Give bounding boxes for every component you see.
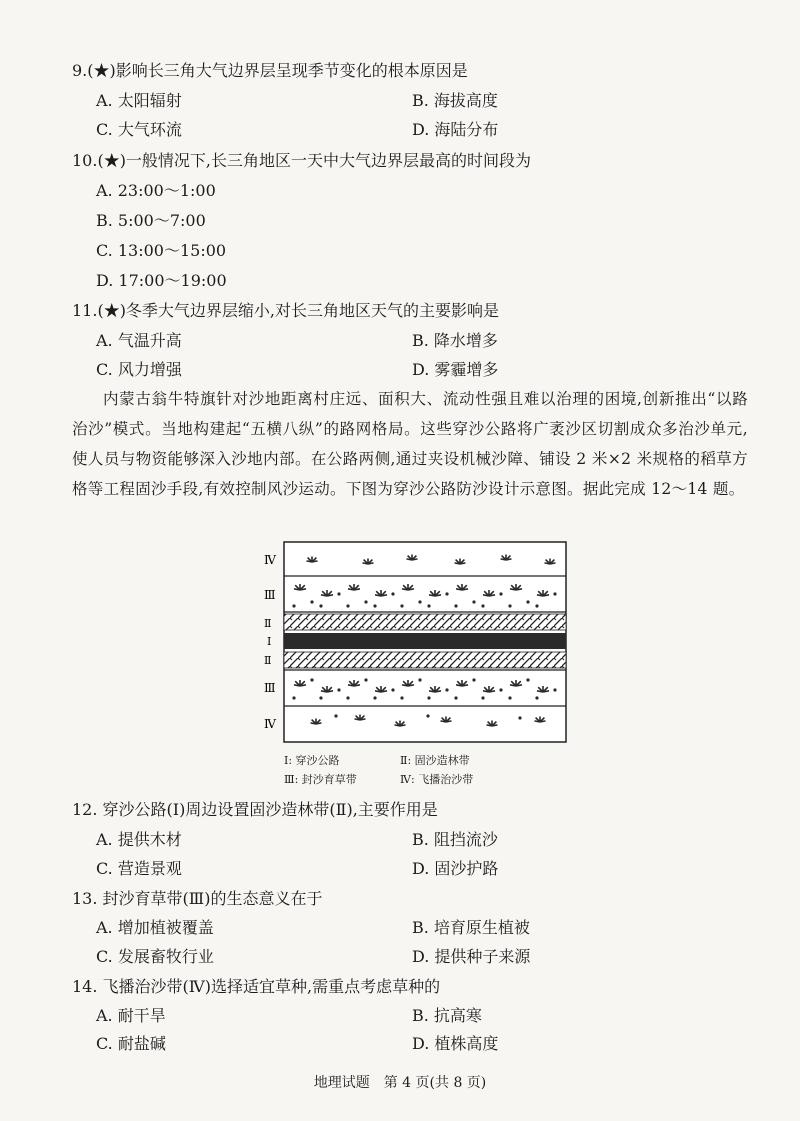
band-ii-lower [284, 652, 566, 668]
question-14-option-b: B. 抗高寒 [412, 1006, 482, 1025]
seed-dot [364, 600, 367, 603]
plant-symbol [307, 557, 318, 563]
band-i-road [284, 633, 566, 649]
question-10-option-c: C. 13:00～15:00 [96, 241, 227, 260]
question-12-option-a: A. 提供木材 [96, 830, 182, 849]
question-14-option-c: C. 耐盐碱 [96, 1034, 166, 1053]
seed-dot [427, 604, 430, 607]
question-11-option-c: C. 风力增强 [96, 360, 182, 379]
band-ii-upper [284, 614, 566, 630]
plant-symbol [545, 559, 556, 565]
seed-dot [292, 696, 295, 699]
seed-dot [508, 604, 511, 607]
legend-road: Ⅰ: 穿沙公路 [284, 754, 340, 767]
seed-dot [391, 688, 394, 691]
plant-symbol [363, 559, 374, 565]
seed-dot [535, 696, 538, 699]
seed-dot [292, 604, 295, 607]
seed-dot [418, 600, 421, 603]
plant-symbol [501, 555, 512, 561]
seed-dot [481, 604, 484, 607]
question-14-stem: 14. 飞播治沙带(Ⅳ)选择适宜草种,需重点考虑草种的 [72, 977, 441, 996]
plant-symbol [311, 719, 322, 725]
question-11-option-a: A. 气温升高 [96, 331, 182, 350]
question-10-option-d: D. 17:00～19:00 [96, 271, 227, 290]
seed-dot [472, 600, 475, 603]
seed-dot [418, 678, 421, 681]
question-13-option-a: A. 增加植被覆盖 [96, 918, 214, 937]
page-footer: 地理试题 第 4 页(共 8 页) [313, 1075, 487, 1091]
seed-dot [535, 604, 538, 607]
question-13-option-c: C. 发展畜牧行业 [96, 947, 214, 966]
plant-symbol [487, 721, 498, 727]
plant-symbol [395, 721, 406, 727]
question-12-option-c: C. 营造景观 [96, 859, 182, 878]
question-13-option-b: B. 培育原生植被 [412, 918, 530, 937]
question-10-option-a: A. 23:00～1:00 [96, 181, 216, 200]
band-label-iv-bottom: Ⅳ [264, 717, 276, 731]
legend-aerial-seeding-belt: Ⅳ: 飞播治沙带 [400, 773, 474, 786]
seed-dot [373, 696, 376, 699]
plant-symbol [407, 555, 418, 561]
question-13-stem: 13. 封沙育草带(Ⅲ)的生态意义在于 [72, 889, 323, 908]
question-12-option-b: B. 阻挡流沙 [412, 830, 498, 849]
band-label-i: Ⅰ [267, 635, 272, 648]
question-12-stem: 12. 穿沙公路(Ⅰ)周边设置固沙造林带(Ⅱ),主要作用是 [72, 800, 438, 819]
seed-dot [553, 688, 556, 691]
seed-dot [481, 696, 484, 699]
seed-dot [499, 592, 502, 595]
band-label-ii-bottom: Ⅱ [264, 654, 272, 667]
seed-dot [508, 696, 511, 699]
seed-dot [334, 714, 337, 717]
plant-symbol [441, 717, 452, 723]
question-9-option-c: C. 大气环流 [96, 120, 182, 139]
seed-dot [364, 678, 367, 681]
seed-dot [319, 696, 322, 699]
band-label-ii-top: Ⅱ [264, 617, 272, 630]
seed-dot [427, 696, 430, 699]
question-12-option-d: D. 固沙护路 [412, 859, 499, 878]
seed-dot [518, 716, 521, 719]
seed-dot [373, 604, 376, 607]
question-14-option-a: A. 耐干旱 [96, 1006, 166, 1025]
plant-symbol [535, 717, 546, 723]
question-9-option-b: B. 海拔高度 [412, 91, 498, 110]
seed-dot [454, 604, 457, 607]
seed-dot [391, 592, 394, 595]
seed-dot [346, 604, 349, 607]
question-10-stem: 10.(★)一般情况下,长三角地区一天中大气边界层最高的时间段为 [72, 151, 532, 170]
question-14-option-d: D. 植株高度 [412, 1034, 499, 1053]
question-9-stem: 9.(★)影响长三角大气边界层呈现季节变化的根本原因是 [72, 61, 468, 80]
question-11-option-d: D. 雾霾增多 [412, 360, 499, 379]
seed-dot [400, 604, 403, 607]
legend-forest-belt: Ⅱ: 固沙造林带 [400, 754, 470, 767]
band-label-iii-top: Ⅲ [264, 588, 276, 602]
seed-dot [553, 592, 556, 595]
question-11-option-b: B. 降水增多 [412, 331, 498, 350]
seed-dot [310, 678, 313, 681]
question-9-option-a: A. 太阳辐射 [96, 91, 182, 110]
question-11-stem: 11.(★)冬季大气边界层缩小,对长三角地区天气的主要影响是 [72, 301, 500, 320]
seed-dot [499, 688, 502, 691]
seed-dot [526, 678, 529, 681]
question-9-option-d: D. 海陆分布 [412, 120, 499, 139]
seed-dot [310, 600, 313, 603]
seed-dot [319, 604, 322, 607]
plant-symbol [455, 559, 466, 565]
seed-dot [400, 696, 403, 699]
plant-symbol [355, 715, 366, 721]
seed-dot [337, 688, 340, 691]
band-label-iii-bottom: Ⅲ [264, 681, 276, 695]
band-label-iv-top: Ⅳ [264, 553, 276, 567]
sand-road-diagram [250, 538, 570, 748]
seed-dot [346, 696, 349, 699]
question-13-option-d: D. 提供种子来源 [412, 947, 531, 966]
reading-passage: 内蒙古翁牛特旗针对沙地距离村庄远、面积大、流动性强且难以治理的困境,创新推出“以路治沙”模式。当地构建起“五横八纵”的路网格局。这些穿沙公路将广袤沙区切割成众多治沙单元,使人员与物资能够深入沙地内部。在公路两侧,通过夹设机械沙障、铺设 2 米×2 米规格的稻草方格等工程固沙手段,有效控制风沙运动。下图为穿沙公路防沙设计示意图。据此完成 12～14 题。 [72, 390, 748, 498]
seed-dot [454, 696, 457, 699]
seed-dot [337, 592, 340, 595]
seed-dot [526, 600, 529, 603]
seed-dot [426, 714, 429, 717]
legend-grass-belt: Ⅲ: 封沙育草带 [284, 773, 357, 786]
seed-dot [472, 678, 475, 681]
seed-dot [445, 688, 448, 691]
seed-dot [445, 592, 448, 595]
question-10-option-b: B. 5:00～7:00 [96, 211, 206, 230]
